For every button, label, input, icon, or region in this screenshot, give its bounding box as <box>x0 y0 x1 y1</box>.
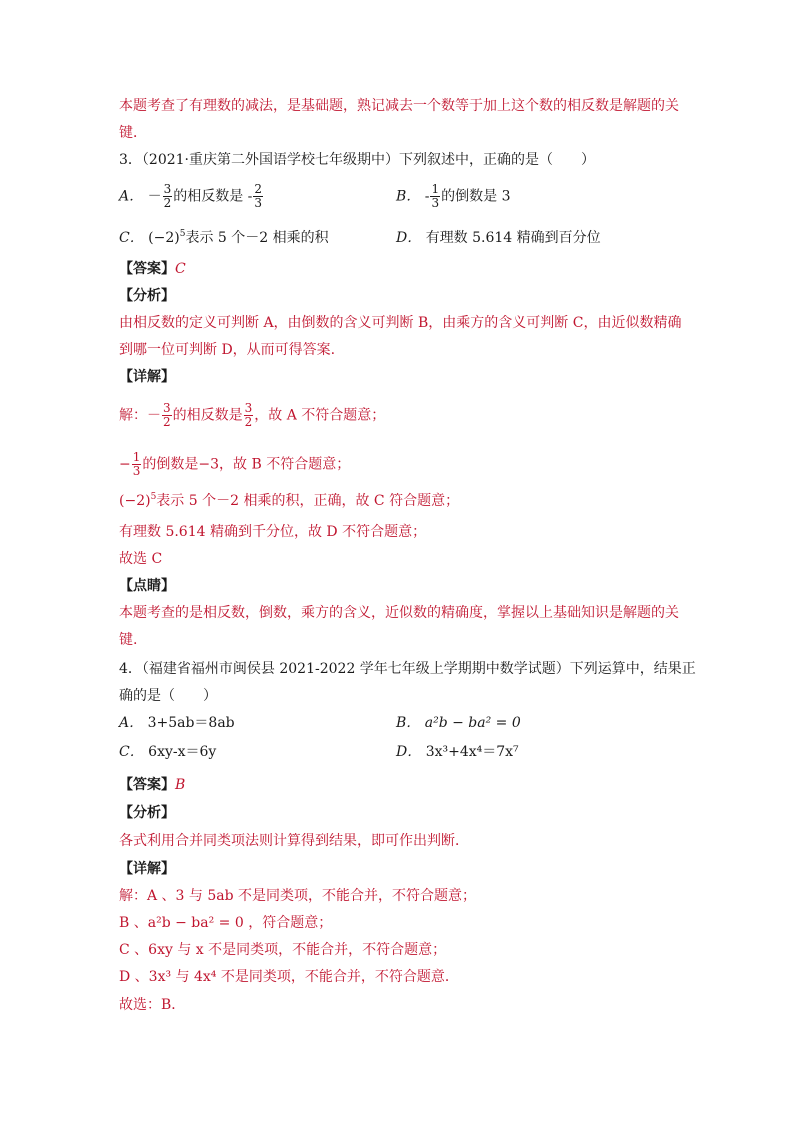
q4-detail-heading: 【详解】 <box>119 861 175 877</box>
q4-option-c <box>119 742 216 762</box>
detail-exponent: 5 <box>150 492 157 502</box>
q3-option-a-text: 的相反数是 - <box>173 188 253 205</box>
q4-option-d-label: D． <box>396 744 422 760</box>
q4-option-b-label: B． <box>396 715 421 731</box>
q3-option-a-fraction-1 <box>163 183 173 210</box>
q3-option-b-text: 的倒数是 3 <box>441 188 511 205</box>
detail-fraction <box>162 402 172 429</box>
fraction-numerator: 3 <box>163 182 172 196</box>
q3-option-b-sign: - <box>424 188 430 205</box>
q4-option-b-text: a²b − ba² = 0 <box>424 715 521 731</box>
q3-option-a <box>119 183 264 210</box>
q4-option-a <box>119 713 235 733</box>
q3-option-c-text: 表示 5 个－2 相乘的积 <box>185 230 329 246</box>
q4-detail-line-5: 故选：B． <box>119 997 186 1013</box>
q4-analysis-heading: 【分析】 <box>119 805 175 821</box>
q3-option-a-sign: － <box>147 188 162 205</box>
fraction-numerator: 2 <box>254 182 263 196</box>
intro-line-1: 本题考查了有理数的减法，是基础题，熟记减去一个数等于加上这个数的相反数是解题的关 <box>119 98 679 114</box>
fraction-numerator: 3 <box>244 401 253 415</box>
detail-fraction <box>132 451 142 478</box>
q4-stem-line-1: 4．（福建省福州市闽侯县 2021-2022 学年七年级上学期期中数学试题）下列运算中，结果正 <box>119 661 696 677</box>
q3-analysis-line-1: 由相反数的定义可判断 A，由倒数的含义可判断 B，由乘方的含义可判断 C，由近似数精确 <box>119 315 682 331</box>
fraction-numerator: 1 <box>431 182 440 196</box>
q4-detail-line-2: B 、a²b − ba² = 0 ，符合题意； <box>119 915 333 931</box>
q3-option-a-fraction-2 <box>253 183 263 210</box>
q3-option-d-label: D． <box>396 230 422 246</box>
q3-analysis-heading: 【分析】 <box>119 288 175 304</box>
q4-option-c-text: 6xy-x＝6y <box>148 744 217 760</box>
q3-option-b-fraction <box>430 183 440 210</box>
detail-fraction <box>244 402 254 429</box>
q3-detail-line-2 <box>119 451 350 478</box>
detail-text: 解：－ <box>119 407 161 424</box>
detail-text: 的倒数是−3，故 B 不符合题意； <box>142 456 351 473</box>
q4-option-d <box>396 742 519 762</box>
q3-answer <box>119 259 186 279</box>
q3-option-b-label: B． <box>396 188 421 205</box>
q4-analysis-line: 各式利用合并同类项法则计算得到结果，即可作出判断． <box>119 833 469 849</box>
q4-detail-line-3: C 、6xy 与 x 不是同类项，不能合并，不符合题意； <box>119 942 447 958</box>
answer-heading: 【答案】 <box>119 777 175 793</box>
q3-analysis-line-2: 到哪一位可判断 D，从而可得答案. <box>119 342 336 358</box>
fraction-denominator: 2 <box>244 415 253 429</box>
q3-option-c <box>119 228 329 248</box>
fraction-denominator: 2 <box>163 415 171 429</box>
q3-stem: 3．（2021·重庆第二外国语学校七年级期中）下列叙述中，正确的是（ ） <box>119 152 595 168</box>
detail-text: ，故 A 不符合题意； <box>254 407 386 424</box>
q4-detail-line-4: D 、3x³ 与 4x⁴ 不是同类项，不能合并，不符合题意． <box>119 969 459 985</box>
fraction-denominator: 3 <box>431 196 440 210</box>
q3-detail-heading: 【详解】 <box>119 369 175 385</box>
q4-stem-line-2: 确的是（ ） <box>119 688 217 704</box>
q3-option-b <box>396 183 510 210</box>
q4-option-a-label: A． <box>119 715 144 731</box>
q3-detail-line-3 <box>119 491 459 511</box>
q3-comment-heading: 【点睛】 <box>119 578 175 594</box>
q4-option-c-label: C． <box>119 744 144 760</box>
answer-value: C <box>175 261 186 277</box>
q4-option-d-text: 3x³+4x⁴＝7x⁷ <box>425 744 519 760</box>
detail-text: 表示 5 个－2 相乘的积，正确，故 C 符合题意； <box>156 493 460 509</box>
q3-option-c-label: C． <box>119 230 144 246</box>
q3-detail-line-5: 故选 C <box>119 551 163 567</box>
q3-option-d-text: 有理数 5.614 精确到百分位 <box>425 230 601 246</box>
q4-option-b <box>396 713 521 733</box>
q3-detail-line-4: 有理数 5.614 精确到千分位，故 D 不符合题意； <box>119 524 427 540</box>
detail-base: (−2) <box>119 493 151 509</box>
fraction-denominator: 2 <box>163 196 172 210</box>
q3-option-a-label: A． <box>119 188 144 205</box>
fraction-denominator: 3 <box>254 196 263 210</box>
q3-comment-line-2: 键. <box>119 632 138 648</box>
detail-text: − <box>119 456 131 473</box>
q4-detail-line-1: 解：A 、3 与 5ab 不是同类项，不能合并，不符合题意； <box>119 888 477 904</box>
fraction-numerator: 3 <box>163 401 171 415</box>
q3-option-d <box>396 228 601 248</box>
answer-value: B <box>175 777 186 793</box>
q4-option-a-text: 3+5ab＝8ab <box>147 715 235 731</box>
fraction-denominator: 3 <box>132 464 141 478</box>
q3-comment-line-1: 本题考查的是相反数，倒数，乘方的含义，近似数的精确度，掌握以上基础知识是解题的关 <box>119 605 679 621</box>
intro-line-2: 键． <box>119 125 147 141</box>
answer-heading: 【答案】 <box>119 261 175 277</box>
q3-detail-line-1 <box>119 402 385 429</box>
q4-answer <box>119 775 185 795</box>
q3-option-c-exponent: 5 <box>179 229 186 239</box>
fraction-numerator: 1 <box>132 450 141 464</box>
detail-text: 的相反数是 <box>172 407 243 424</box>
q3-option-c-base: (−2) <box>148 230 180 246</box>
